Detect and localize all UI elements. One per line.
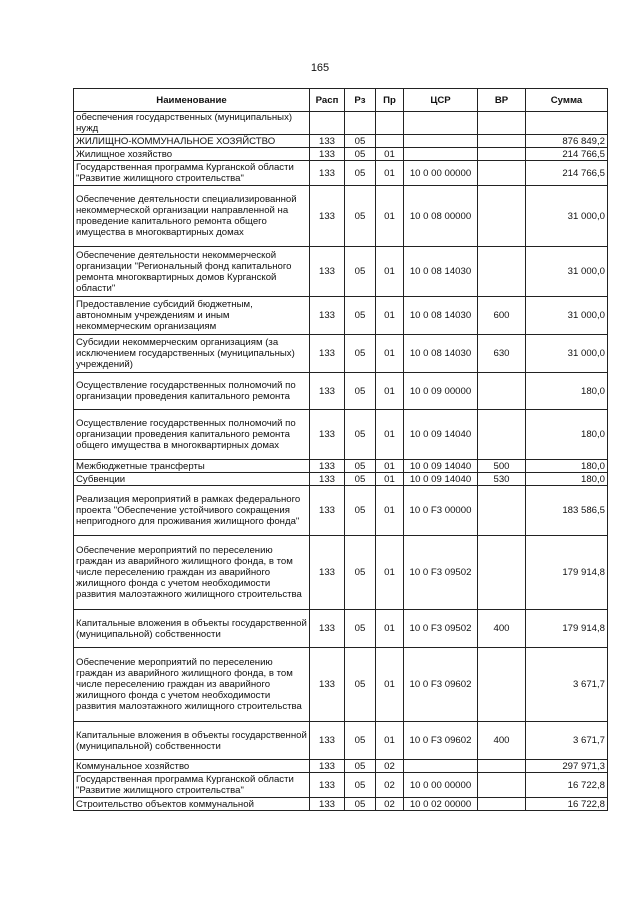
cell-pr: 01: [376, 473, 404, 486]
cell-csr: [404, 112, 478, 135]
table-row: [74, 335, 608, 373]
cell-csr: [404, 148, 478, 161]
cell-sum: 31 000,0: [526, 247, 608, 297]
cell-sum: 214 766,5: [526, 148, 608, 161]
cell-pr: 01: [376, 373, 404, 410]
cell-rasp: 133: [310, 373, 345, 410]
table-row: [74, 112, 608, 135]
cell-vr: [478, 161, 526, 186]
cell-csr: [404, 760, 478, 773]
cell-rz: 05: [345, 186, 376, 247]
cell-rasp: 133: [310, 610, 345, 648]
cell-rasp: 133: [310, 760, 345, 773]
cell-csr: 10 0 00 00000: [404, 161, 478, 186]
cell-pr: 02: [376, 773, 404, 798]
table-row: [74, 186, 608, 247]
col-header-name: Наименование: [74, 89, 310, 112]
cell-rasp: 133: [310, 798, 345, 811]
cell-name: Государственная программа Курганской области "Развитие жилищного строительства": [74, 161, 310, 186]
cell-csr: 10 0 00 00000: [404, 773, 478, 798]
table-row: [74, 373, 608, 410]
cell-rz: 05: [345, 410, 376, 460]
cell-rz: 05: [345, 148, 376, 161]
cell-vr: [478, 536, 526, 610]
cell-rasp: 133: [310, 648, 345, 722]
cell-rz: 05: [345, 297, 376, 335]
cell-pr: 01: [376, 297, 404, 335]
table-row: [74, 773, 608, 798]
cell-pr: 01: [376, 410, 404, 460]
cell-csr: 10 0 F3 09502: [404, 536, 478, 610]
col-header-pr: Пр: [376, 89, 404, 112]
cell-rz: 05: [345, 135, 376, 148]
table-row: [74, 536, 608, 610]
header-row: [74, 89, 608, 112]
cell-rasp: [310, 112, 345, 135]
cell-name: Субвенции: [74, 473, 310, 486]
cell-sum: 3 671,7: [526, 648, 608, 722]
table-row: [74, 148, 608, 161]
cell-rasp: 133: [310, 335, 345, 373]
cell-rz: 05: [345, 798, 376, 811]
cell-name: обеспечения государственных (муниципальных) нужд: [74, 112, 310, 135]
table-row: [74, 135, 608, 148]
cell-rz: [345, 112, 376, 135]
cell-csr: 10 0 09 14040: [404, 460, 478, 473]
cell-name: Капитальные вложения в объекты государственной (муниципальной) собственности: [74, 722, 310, 760]
cell-vr: [478, 648, 526, 722]
col-header-rz: Рз: [345, 89, 376, 112]
cell-vr: [478, 247, 526, 297]
cell-csr: 10 0 F3 09602: [404, 648, 478, 722]
cell-pr: 01: [376, 722, 404, 760]
cell-rz: 05: [345, 161, 376, 186]
cell-rz: 05: [345, 247, 376, 297]
cell-sum: 31 000,0: [526, 297, 608, 335]
cell-name: Осуществление государственных полномочий по организации проведения капитального ремонта: [74, 373, 310, 410]
cell-name: Обеспечение деятельности специализированной некоммерческой организации направленной на проведение капитального ремонта общего имущества в многоквартирных домах: [74, 186, 310, 247]
cell-name: Капитальные вложения в объекты государственной (муниципальной) собственности: [74, 610, 310, 648]
cell-pr: 01: [376, 335, 404, 373]
cell-vr: 400: [478, 610, 526, 648]
cell-vr: [478, 112, 526, 135]
cell-name: Обеспечение мероприятий по переселению граждан из аварийного жилищного фонда, в том числе переселению граждан из аварийного жилищного фонда с учетом необходимости развития малоэтажного жилищного строительства: [74, 536, 310, 610]
cell-vr: [478, 135, 526, 148]
cell-vr: 530: [478, 473, 526, 486]
table-row: [74, 297, 608, 335]
cell-sum: 180,0: [526, 373, 608, 410]
col-header-sum: Сумма: [526, 89, 608, 112]
cell-rasp: 133: [310, 186, 345, 247]
cell-rz: 05: [345, 373, 376, 410]
cell-name: Государственная программа Курганской области "Развитие жилищного строительства": [74, 773, 310, 798]
cell-rz: 05: [345, 473, 376, 486]
cell-pr: [376, 112, 404, 135]
table-header: [74, 89, 608, 112]
cell-rasp: 133: [310, 410, 345, 460]
cell-csr: 10 0 09 00000: [404, 373, 478, 410]
cell-vr: [478, 373, 526, 410]
cell-pr: 01: [376, 610, 404, 648]
cell-csr: 10 0 02 00000: [404, 798, 478, 811]
cell-name: Субсидии некоммерческим организациям (за исключением государственных (муниципальных) учреждений): [74, 335, 310, 373]
cell-rasp: 133: [310, 486, 345, 536]
cell-sum: 183 586,5: [526, 486, 608, 536]
cell-sum: 297 971,3: [526, 760, 608, 773]
cell-rasp: 133: [310, 460, 345, 473]
cell-name: Предоставление субсидий бюджетным, автономным учреждениям и иным некоммерческим организациям: [74, 297, 310, 335]
table-row: [74, 247, 608, 297]
cell-pr: 01: [376, 247, 404, 297]
cell-rasp: 133: [310, 773, 345, 798]
table-row: [74, 722, 608, 760]
cell-pr: 01: [376, 161, 404, 186]
cell-vr: [478, 760, 526, 773]
cell-name: Обеспечение мероприятий по переселению граждан из аварийного жилищного фонда, в том числе переселению граждан из аварийного жилищного фонда с учетом необходимости развития малоэтажного жилищного строительства: [74, 648, 310, 722]
cell-pr: 01: [376, 148, 404, 161]
cell-rasp: 133: [310, 297, 345, 335]
cell-rz: 05: [345, 536, 376, 610]
cell-name: Осуществление государственных полномочий по организации проведения капитального ремонта общего имущества в многоквартирных домах: [74, 410, 310, 460]
table-row: [74, 760, 608, 773]
table-row: [74, 648, 608, 722]
cell-vr: [478, 773, 526, 798]
cell-pr: 02: [376, 798, 404, 811]
table-row: [74, 610, 608, 648]
cell-csr: 10 0 08 14030: [404, 247, 478, 297]
cell-sum: 16 722,8: [526, 773, 608, 798]
cell-sum: 214 766,5: [526, 161, 608, 186]
cell-sum: 180,0: [526, 460, 608, 473]
cell-pr: 01: [376, 648, 404, 722]
cell-rz: 05: [345, 722, 376, 760]
cell-name: Межбюджетные трансферты: [74, 460, 310, 473]
cell-csr: [404, 135, 478, 148]
cell-sum: 16 722,8: [526, 798, 608, 811]
cell-csr: 10 0 F3 09502: [404, 610, 478, 648]
col-header-vr: ВР: [478, 89, 526, 112]
cell-vr: 500: [478, 460, 526, 473]
cell-rz: 05: [345, 648, 376, 722]
cell-sum: 31 000,0: [526, 335, 608, 373]
cell-vr: 600: [478, 297, 526, 335]
cell-pr: 01: [376, 486, 404, 536]
cell-csr: 10 0 08 14030: [404, 335, 478, 373]
cell-vr: [478, 486, 526, 536]
table-row: [74, 161, 608, 186]
cell-rasp: 133: [310, 135, 345, 148]
cell-rz: 05: [345, 773, 376, 798]
table-row: [74, 486, 608, 536]
cell-rasp: 133: [310, 247, 345, 297]
cell-vr: [478, 410, 526, 460]
col-header-csr: ЦСР: [404, 89, 478, 112]
cell-sum: 876 849,2: [526, 135, 608, 148]
cell-pr: 02: [376, 760, 404, 773]
table-row: [74, 460, 608, 473]
table-row: [74, 473, 608, 486]
page-number: 165: [310, 62, 330, 74]
cell-name: Коммунальное хозяйство: [74, 760, 310, 773]
cell-rasp: 133: [310, 161, 345, 186]
cell-name: Обеспечение деятельности некоммерческой организации "Региональный фонд капитального ремонта многоквартирных домов Курганской области": [74, 247, 310, 297]
cell-pr: 01: [376, 460, 404, 473]
cell-vr: 400: [478, 722, 526, 760]
table-row: [74, 410, 608, 460]
cell-rz: 05: [345, 610, 376, 648]
table-row: [74, 798, 608, 811]
cell-vr: [478, 186, 526, 247]
cell-rasp: 133: [310, 722, 345, 760]
cell-vr: [478, 148, 526, 161]
cell-sum: 31 000,0: [526, 186, 608, 247]
cell-sum: 180,0: [526, 473, 608, 486]
cell-sum: 179 914,8: [526, 610, 608, 648]
cell-rz: 05: [345, 460, 376, 473]
cell-sum: [526, 112, 608, 135]
cell-csr: 10 0 F3 09602: [404, 722, 478, 760]
cell-rz: 05: [345, 335, 376, 373]
cell-name: Жилищное хозяйство: [74, 148, 310, 161]
cell-name: Реализация мероприятий в рамках федерального проекта "Обеспечение устойчивого сокращения непригодного для проживания жилищного фонда": [74, 486, 310, 536]
cell-sum: 180,0: [526, 410, 608, 460]
cell-sum: 3 671,7: [526, 722, 608, 760]
cell-pr: 01: [376, 186, 404, 247]
cell-csr: 10 0 09 14040: [404, 473, 478, 486]
cell-csr: 10 0 F3 00000: [404, 486, 478, 536]
col-header-rasp: Расп: [310, 89, 345, 112]
cell-pr: 01: [376, 536, 404, 610]
cell-vr: [478, 798, 526, 811]
cell-sum: 179 914,8: [526, 536, 608, 610]
cell-name: ЖИЛИЩНО-КОММУНАЛЬНОЕ ХОЗЯЙСТВО: [74, 135, 310, 148]
cell-rz: 05: [345, 760, 376, 773]
table-body: [74, 112, 608, 811]
cell-rasp: 133: [310, 473, 345, 486]
cell-vr: 630: [478, 335, 526, 373]
cell-pr: [376, 135, 404, 148]
cell-rz: 05: [345, 486, 376, 536]
budget-table: [73, 88, 608, 811]
cell-csr: 10 0 08 00000: [404, 186, 478, 247]
cell-csr: 10 0 08 14030: [404, 297, 478, 335]
cell-rasp: 133: [310, 148, 345, 161]
cell-rasp: 133: [310, 536, 345, 610]
cell-csr: 10 0 09 14040: [404, 410, 478, 460]
cell-name: Строительство объектов коммунальной: [74, 798, 310, 811]
